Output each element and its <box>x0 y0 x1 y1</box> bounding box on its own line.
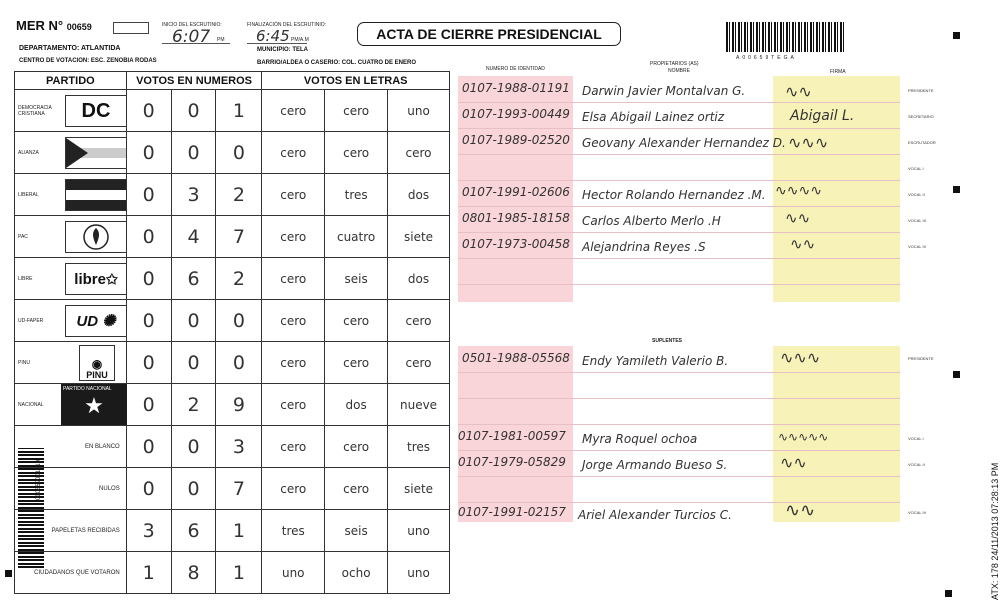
party-cell <box>15 174 127 216</box>
col-party: PARTIDO <box>15 72 127 90</box>
vote-word: cero <box>262 258 325 300</box>
vote-word: cero <box>325 426 388 468</box>
party-name: PINU <box>18 359 30 366</box>
table-row <box>15 258 450 300</box>
role-label: SECRETARIO <box>908 114 934 119</box>
vote-word: siete <box>388 468 450 510</box>
document-title: ACTA DE CIERRE PRESIDENCIAL <box>357 22 621 46</box>
party-name: ALIANZA <box>18 149 39 156</box>
dc-logo: DC <box>65 95 127 127</box>
vote-word: nueve <box>388 384 450 426</box>
vote-digit: 1 <box>216 552 262 594</box>
signature-scribble: ∿∿∿∿∿ <box>778 430 829 444</box>
vote-digit: 0 <box>126 90 171 132</box>
vote-digit: 6 <box>171 510 216 552</box>
pac-logo <box>65 221 127 253</box>
vote-digit: 0 <box>126 468 171 510</box>
vote-digit: 0 <box>216 342 262 384</box>
vote-word: cero <box>262 216 325 258</box>
vote-digit: 7 <box>216 468 262 510</box>
owner-id: 0107-1973-00458 <box>462 237 570 251</box>
vote-digit: 2 <box>171 384 216 426</box>
owner-name: Darwin Javier Montalvan G. <box>582 84 746 98</box>
vote-word: cero <box>325 132 388 174</box>
party-name: LIBRE <box>18 275 33 282</box>
start-line <box>162 43 230 44</box>
vote-word: uno <box>388 552 450 594</box>
header-barcode <box>726 22 844 52</box>
vote-digit: 0 <box>171 426 216 468</box>
row-divider <box>458 180 900 181</box>
owner-name: Geovany Alexander Hernandez D. <box>582 136 786 150</box>
owner-id: 0107-1993-00449 <box>462 107 570 121</box>
row-divider <box>458 128 900 129</box>
shield-icon <box>83 223 109 251</box>
id-header: NUMERO DE IDENTIDAD <box>486 66 545 72</box>
row-divider <box>458 102 900 103</box>
sign-header: FIRMA <box>830 69 846 75</box>
vote-digit: 0 <box>126 384 171 426</box>
vote-word: cero <box>388 300 450 342</box>
vote-word: cero <box>325 342 388 384</box>
signature-scribble: ∿∿ <box>785 82 812 101</box>
table-row <box>15 174 450 216</box>
role-label: PRESIDENTE <box>908 88 934 93</box>
vote-digit: 3 <box>126 510 171 552</box>
start-time: 6:07 <box>172 27 211 47</box>
vote-digit: 1 <box>126 552 171 594</box>
vote-digit: 4 <box>171 216 216 258</box>
row-divider <box>458 502 900 503</box>
owner-name: Elsa Abigail Lainez ortiz <box>582 110 725 124</box>
end-time: 6:45 <box>256 27 290 45</box>
row-divider <box>458 258 900 259</box>
role-label: ESCRUTADOR <box>908 140 936 145</box>
table-row <box>15 384 450 426</box>
mer-label: MER N° 00659 <box>16 18 92 33</box>
star-icon: ✩ <box>105 270 118 287</box>
summary-row-voters <box>15 552 450 594</box>
table-header-row <box>15 72 450 90</box>
summary-label: NULOS <box>15 468 127 510</box>
vote-word: cero <box>325 90 388 132</box>
vote-digit: 9 <box>216 384 262 426</box>
table-row <box>15 342 450 384</box>
vote-digit: 6 <box>171 258 216 300</box>
vote-digit: 8 <box>171 552 216 594</box>
vote-word: uno <box>262 552 325 594</box>
party-cell <box>15 258 127 300</box>
vote-word: cero <box>388 342 450 384</box>
table-row <box>15 90 450 132</box>
col-letters: VOTOS EN LETRAS <box>262 72 450 90</box>
suplente-id: 0107-1991-02157 <box>458 505 566 519</box>
vote-word: cero <box>262 300 325 342</box>
header-logo <box>113 22 149 34</box>
suplente-id: 0107-1979-05829 <box>458 455 566 469</box>
owner-id: 0801-1985-18158 <box>462 211 570 225</box>
vote-word: cero <box>262 384 325 426</box>
vote-digit: 0 <box>126 300 171 342</box>
vote-digit: 1 <box>216 90 262 132</box>
signature-scribble: ∿∿∿∿ <box>775 183 822 199</box>
vote-digit: 0 <box>126 426 171 468</box>
row-divider <box>458 476 900 477</box>
vote-digit: 0 <box>216 300 262 342</box>
vote-word: dos <box>325 384 388 426</box>
owner-name: Carlos Alberto Merlo .H <box>582 214 721 228</box>
signature-scribble: ∿∿ <box>780 453 807 472</box>
vote-word: siete <box>388 216 450 258</box>
suplente-name: Ariel Alexander Turcios C. <box>578 508 732 522</box>
vote-word: cero <box>325 468 388 510</box>
vote-word: cuatro <box>325 216 388 258</box>
vote-digit: 3 <box>171 174 216 216</box>
vote-digit: 7 <box>216 216 262 258</box>
department: DEPARTAMENTO: ATLANTIDA <box>19 45 121 52</box>
row-divider <box>458 424 900 425</box>
corner-mark-mid2 <box>953 371 960 378</box>
municipality: MUNICIPIO: TELA <box>257 47 308 53</box>
vote-digit: 0 <box>171 342 216 384</box>
vote-word: dos <box>388 174 450 216</box>
role-label: VOCAL III <box>908 218 926 223</box>
ud-logo: UD ✺ <box>65 305 127 337</box>
party-name: NACIONAL <box>18 401 44 408</box>
suplente-id: 0501-1988-05568 <box>462 351 570 365</box>
signature-scribble: ∿∿ <box>785 500 816 521</box>
side-stamp: ATX: 178 24/11/2013 07:28:13 PM <box>990 462 1000 600</box>
pinu-logo: ◉ PINU <box>79 345 115 381</box>
liberal-logo <box>65 179 127 211</box>
summary-row-received <box>15 510 450 552</box>
header-barcode-text: A00659TEGA <box>736 55 797 61</box>
vote-word: uno <box>388 90 450 132</box>
party-cell <box>15 384 127 426</box>
emblem-icon: ◉ <box>91 357 103 371</box>
mer-number: 00659 <box>66 22 92 32</box>
owner-id: 0107-1988-01191 <box>462 81 570 95</box>
star-icon: ★ <box>84 393 104 418</box>
suplentes-label: SUPLENTES <box>652 338 683 344</box>
vote-word: tres <box>262 510 325 552</box>
owner-name: Alejandrina Reyes .S <box>582 240 706 254</box>
table-row <box>15 300 450 342</box>
corner-mark-bottom-left <box>5 570 12 577</box>
vote-digit: 2 <box>216 258 262 300</box>
row-divider <box>458 154 900 155</box>
table-row <box>15 132 450 174</box>
vote-word: cero <box>262 468 325 510</box>
vote-word: cero <box>262 426 325 468</box>
vote-digit: 3 <box>216 426 262 468</box>
vote-word: ocho <box>325 552 388 594</box>
end-line <box>247 43 307 44</box>
owner-id: 0107-1989-02520 <box>462 133 570 147</box>
role-label: PRESIDENTE <box>908 356 934 361</box>
left-barcode-text: 000659001010 <box>36 459 42 500</box>
summary-label: EN BLANCO <box>15 426 127 468</box>
end-unit: PM/A.M <box>291 37 309 43</box>
voting-center: CENTRO DE VOTACION: ESC. ZENOBIA RODAS <box>19 58 157 64</box>
party-cell <box>15 132 127 174</box>
sun-icon: ✺ <box>102 313 116 330</box>
owner-id: 0107-1991-02606 <box>462 185 570 199</box>
role-label: VOCAL IV <box>908 244 927 249</box>
role-label: VOCAL I <box>908 436 924 441</box>
vote-digit: 0 <box>126 132 171 174</box>
vote-word: cero <box>262 132 325 174</box>
owners-header: PROPIETARIOS (AS) <box>650 61 699 67</box>
signature-scribble: ∿∿∿ <box>780 348 821 367</box>
suplente-name: Endy Yamileth Valerio B. <box>582 354 729 368</box>
role-label: VOCAL IV <box>908 510 927 515</box>
end-label: FINALIZACIÓN DEL ESCRUTINIO: <box>247 22 326 28</box>
party-cell <box>15 90 127 132</box>
flag-icon <box>66 138 126 168</box>
vote-digit: 0 <box>126 216 171 258</box>
suplente-id: 0107-1981-00597 <box>458 429 566 443</box>
signature-scribble: ∿∿∿ <box>788 133 829 152</box>
vote-word: seis <box>325 510 388 552</box>
vote-word: tres <box>388 426 450 468</box>
libre-logo: libre ✩ <box>65 263 127 295</box>
nacional-logo: PARTIDO NACIONAL ★ <box>61 384 127 425</box>
vote-word: dos <box>388 258 450 300</box>
role-label: VOCAL II <box>908 192 925 197</box>
corner-mark-top <box>953 32 960 39</box>
vote-digit: 0 <box>216 132 262 174</box>
vote-word: seis <box>325 258 388 300</box>
signature-scribble: ∿∿ <box>790 235 816 253</box>
vote-digit: 0 <box>171 300 216 342</box>
party-cell <box>15 342 127 384</box>
signature-text: Abigail L. <box>790 108 855 124</box>
suplente-name: Jorge Armando Bueso S. <box>582 458 728 472</box>
vote-word: cero <box>325 300 388 342</box>
summary-label: PAPELETAS RECIBIDAS <box>15 510 127 552</box>
vote-digit: 2 <box>216 174 262 216</box>
vote-digit: 0 <box>126 174 171 216</box>
vote-word: uno <box>388 510 450 552</box>
name-header: NOMBRE <box>668 68 690 74</box>
corner-mark-mid1 <box>953 186 960 193</box>
start-label: INICIO DEL ESCRUTINIO: <box>162 22 222 28</box>
vote-digit: 0 <box>171 468 216 510</box>
col-numbers: VOTOS EN NUMEROS <box>126 72 262 90</box>
votes-table <box>14 71 450 594</box>
summary-label: CIUDADANOS QUE VOTARON <box>15 552 127 594</box>
row-divider <box>458 284 900 285</box>
owner-name: Hector Rolando Hernandez .M. <box>582 188 766 202</box>
role-label: VOCAL II <box>908 462 925 467</box>
vote-word: cero <box>262 342 325 384</box>
vote-digit: 0 <box>171 90 216 132</box>
row-divider <box>458 372 900 373</box>
vote-digit: 0 <box>171 132 216 174</box>
corner-mark-bottom-right <box>945 590 952 597</box>
signature-scribble: ∿∿ <box>785 209 811 227</box>
party-cell <box>15 300 127 342</box>
vote-digit: 0 <box>126 258 171 300</box>
suplente-name: Myra Roquel ochoa <box>582 432 698 446</box>
vote-word: cero <box>262 90 325 132</box>
party-cell <box>15 216 127 258</box>
vote-digit: 0 <box>126 342 171 384</box>
party-name: LIBERAL <box>18 191 39 198</box>
vote-word: cero <box>388 132 450 174</box>
row-divider <box>458 398 900 399</box>
summary-row-blank <box>15 426 450 468</box>
row-divider <box>458 206 900 207</box>
vote-word: cero <box>262 174 325 216</box>
table-row <box>15 216 450 258</box>
vote-word: tres <box>325 174 388 216</box>
party-name: UD-FAPER <box>18 317 44 324</box>
party-name: DEMOCRACIA CRISTIANA <box>18 104 52 117</box>
start-unit: PM <box>217 37 225 43</box>
row-divider <box>458 232 900 233</box>
summary-row-null <box>15 468 450 510</box>
barrio: BARRIO/ALDEA O CASERIO: COL. CUATRO DE ENERO <box>257 60 417 66</box>
row-divider <box>458 450 900 451</box>
vote-digit: 1 <box>216 510 262 552</box>
alianza-logo <box>65 137 127 169</box>
role-label: VOCAL I <box>908 166 924 171</box>
party-name: PAC <box>18 233 28 240</box>
